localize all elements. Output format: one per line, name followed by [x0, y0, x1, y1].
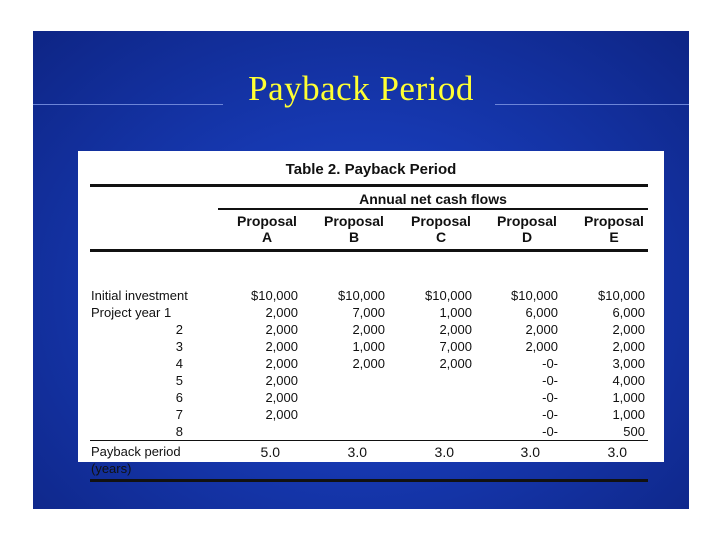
payback-value: 3.0 — [607, 444, 627, 460]
column-header-line1: Proposal — [237, 213, 297, 229]
table-cell: 2,000 — [265, 305, 298, 320]
column-header-e — [571, 213, 657, 245]
table-cell: 7,000 — [439, 339, 472, 354]
table-top-rule — [90, 184, 648, 187]
column-header-line1: Proposal — [411, 213, 471, 229]
column-header-line2: C — [435, 229, 447, 245]
table-cell: -0- — [542, 356, 558, 371]
table-cell: 6,000 — [612, 305, 645, 320]
table-cell: $10,000 — [425, 288, 472, 303]
row-label: 4 — [175, 356, 183, 371]
row-label: 5 — [175, 373, 183, 388]
payback-value: 3.0 — [434, 444, 454, 460]
table-cell: 2,000 — [265, 322, 298, 337]
table-cell: 2,000 — [265, 407, 298, 422]
table-cell: 1,000 — [439, 305, 472, 320]
payback-row-label — [91, 443, 181, 477]
column-header-line1: Proposal — [497, 213, 557, 229]
annual-cash-flows-rule — [218, 208, 648, 210]
table-cell: $10,000 — [338, 288, 385, 303]
row-label: Project year 1 — [91, 305, 172, 320]
table-bottom-rule — [90, 479, 648, 482]
column-header-line2: A — [261, 229, 273, 245]
table-cell: 2,000 — [612, 339, 645, 354]
table-cell: $10,000 — [598, 288, 645, 303]
table-cell: 4,000 — [612, 373, 645, 388]
table-cell: 2,000 — [612, 322, 645, 337]
payback-table — [78, 151, 664, 476]
table-cell: 3,000 — [612, 356, 645, 371]
title-rule-right — [495, 104, 689, 105]
table-cell: 1,000 — [612, 390, 645, 405]
table-cell: 2,000 — [265, 339, 298, 354]
column-header-d — [484, 213, 570, 245]
column-header-line1: Proposal — [584, 213, 644, 229]
table-cell: 1,000 — [352, 339, 385, 354]
table-cell: 2,000 — [439, 322, 472, 337]
table-cell: -0- — [542, 424, 558, 439]
table-cell: $10,000 — [251, 288, 298, 303]
column-header-line1: Proposal — [324, 213, 384, 229]
table-cell: 2,000 — [525, 339, 558, 354]
row-label: 7 — [175, 407, 183, 422]
table-caption: Table 2. Payback Period — [285, 161, 457, 178]
payback-divider-rule — [90, 440, 648, 441]
column-header-c — [398, 213, 484, 245]
payback-value: 5.0 — [260, 444, 280, 460]
slide — [33, 31, 689, 509]
column-header-b — [311, 213, 397, 245]
table-cell: 2,000 — [352, 356, 385, 371]
table-cell: 1,000 — [612, 407, 645, 422]
slide-title: Payback Period — [248, 69, 474, 108]
column-header-line2: E — [609, 229, 619, 245]
row-label: 3 — [175, 339, 183, 354]
row-label: 8 — [175, 424, 183, 439]
row-label: 2 — [175, 322, 183, 337]
column-header-a — [224, 213, 310, 245]
column-header-line2: D — [521, 229, 533, 245]
table-cell: 2,000 — [265, 373, 298, 388]
table-cell: 6,000 — [525, 305, 558, 320]
table-cell: 2,000 — [352, 322, 385, 337]
row-label: 6 — [175, 390, 183, 405]
table-cell: -0- — [542, 373, 558, 388]
payback-value: 3.0 — [347, 444, 367, 460]
table-cell: -0- — [542, 390, 558, 405]
payback-value: 3.0 — [520, 444, 540, 460]
row-label: Initial investment — [91, 288, 188, 303]
annual-cash-flows-header: Annual net cash flows — [359, 191, 507, 207]
payback-label-line1: Payback period — [91, 444, 181, 459]
title-rule-left — [33, 104, 223, 105]
table-cell: 2,000 — [265, 390, 298, 405]
header-bottom-rule — [90, 249, 648, 252]
table-cell: 2,000 — [265, 356, 298, 371]
payback-label-line2: (years) — [91, 461, 132, 476]
table-cell: -0- — [542, 407, 558, 422]
table-cell: 2,000 — [439, 356, 472, 371]
column-header-line2: B — [348, 229, 360, 245]
table-cell: 500 — [623, 424, 645, 439]
table-cell: 2,000 — [525, 322, 558, 337]
table-cell: $10,000 — [511, 288, 558, 303]
table-cell: 7,000 — [352, 305, 385, 320]
